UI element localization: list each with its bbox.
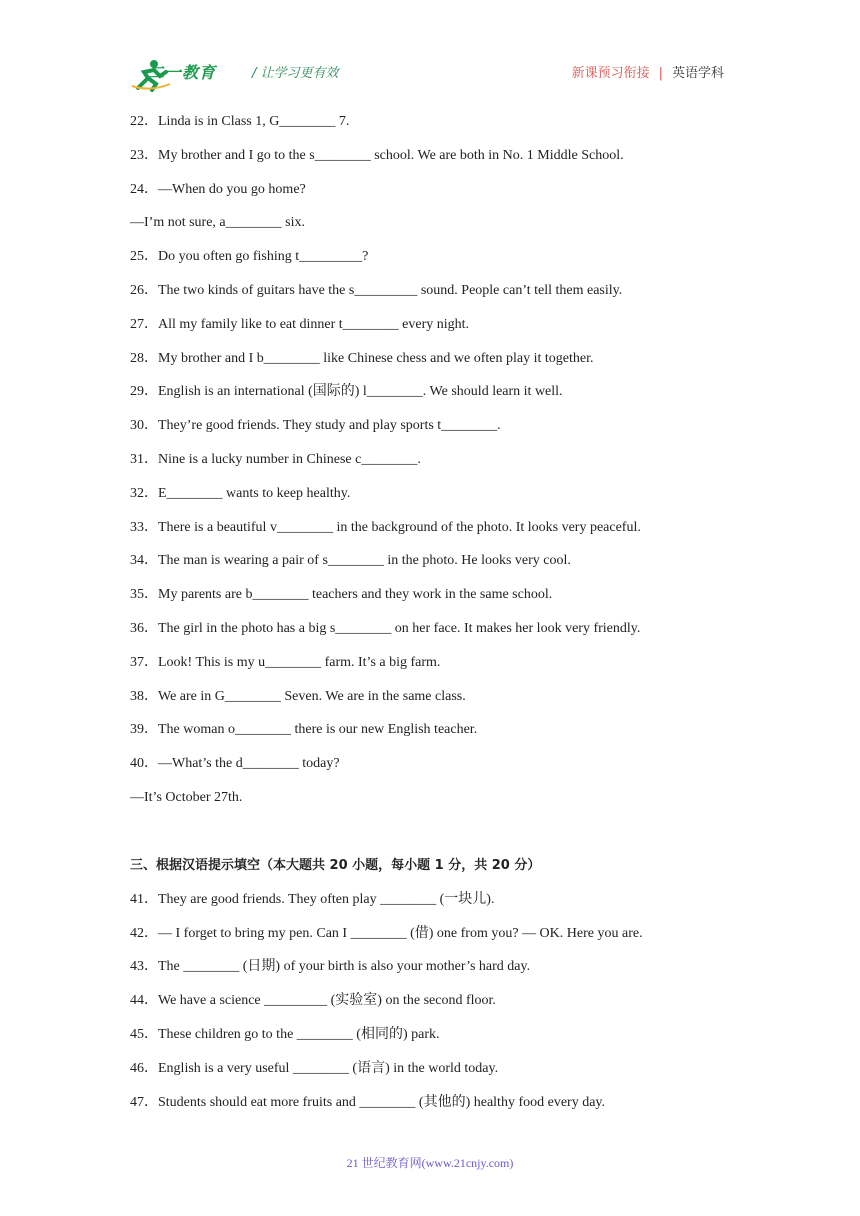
question-line: 35．My parents are b________ teachers and they work in the same school. xyxy=(130,587,553,603)
question-line: 41．They are good friends. They often play ________ (一块儿). xyxy=(130,891,495,907)
question-line: 42．— I forget to bring my pen. Can I ________ (借) one from you? — OK. Here you are. xyxy=(130,925,643,941)
subject-label: 英语学科 xyxy=(671,66,724,81)
question-line: 33．There is a beautiful v________ in the background of the photo. It looks very peaceful. xyxy=(130,519,641,535)
question-line: 27．All my family like to eat dinner t________ every night. xyxy=(130,316,470,332)
question-line: 44．We have a science _________ (实验室) on the second floor. xyxy=(130,993,496,1009)
question-line: 47．Students should eat more fruits and ________ (其他的) healthy food every day. xyxy=(130,1094,606,1110)
question-line: 36．The girl in the photo has a big s________ on her face. It makes her look very friendly. xyxy=(130,620,641,636)
question-line: 25．Do you often go fishing t_________? xyxy=(130,249,369,265)
question-line: —It’s October 27th. xyxy=(130,789,243,805)
question-line: 40．—What’s the d________ today? xyxy=(130,756,340,772)
question-line: 30．They’re good friends. They study and play sports t________. xyxy=(130,418,501,434)
question-line: 34．The man is wearing a pair of s________ in the photo. He looks very cool. xyxy=(130,553,571,569)
page-footer: 21 世纪教育网(www.21cnjy.com) xyxy=(346,1156,514,1170)
question-line: 29．English is an international (国际的) l________. We should learn it well. xyxy=(130,384,563,400)
question-line: 22．Linda is in Class 1, G________ 7. xyxy=(130,114,350,129)
question-line: 23．My brother and I go to the s________ school. We are both in No. 1 Middle School. xyxy=(130,147,624,163)
question-line: —I’m not sure, a________ six. xyxy=(130,215,305,231)
question-line: 32．E________ wants to keep healthy. xyxy=(130,485,351,501)
question-line: 43．The ________ (日期) of your birth is also your mother’s hard day. xyxy=(130,959,531,975)
question-line: 38．We are in G________ Seven. We are in the same class. xyxy=(130,688,466,704)
question-line: 39．The woman o________ there is our new English teacher. xyxy=(130,722,478,738)
header-right xyxy=(572,62,724,81)
worksheet-body xyxy=(130,110,730,1124)
question-line: 24．—When do you go home? xyxy=(130,181,306,197)
question-line: 26．The two kinds of guitars have the s_________ sound. People can’t tell them easily. xyxy=(130,282,623,298)
course-label: 新课预习衔接 xyxy=(571,66,650,81)
section-title: 三、根据汉语提示填空（本大题共 20 小题，每小题 1 分，共 20 分） xyxy=(130,857,541,873)
question-line: 37．Look! This is my u________ farm. It’s a big farm. xyxy=(130,654,441,670)
page-header xyxy=(0,52,860,98)
header-divider: | xyxy=(658,66,663,81)
question-line: 28．My brother and I b________ like Chinese chess and we often play it together. xyxy=(130,350,594,366)
question-line: 46．English is a very useful ________ (语言) in the world today. xyxy=(130,1060,499,1076)
slogan: / 让学习更有效 xyxy=(252,66,339,81)
brand-name: 二一教育 xyxy=(148,63,217,82)
question-line: 45．These children go to the ________ (相同的) park. xyxy=(130,1026,440,1042)
question-line: 31．Nine is a lucky number in Chinese c________. xyxy=(130,451,421,467)
